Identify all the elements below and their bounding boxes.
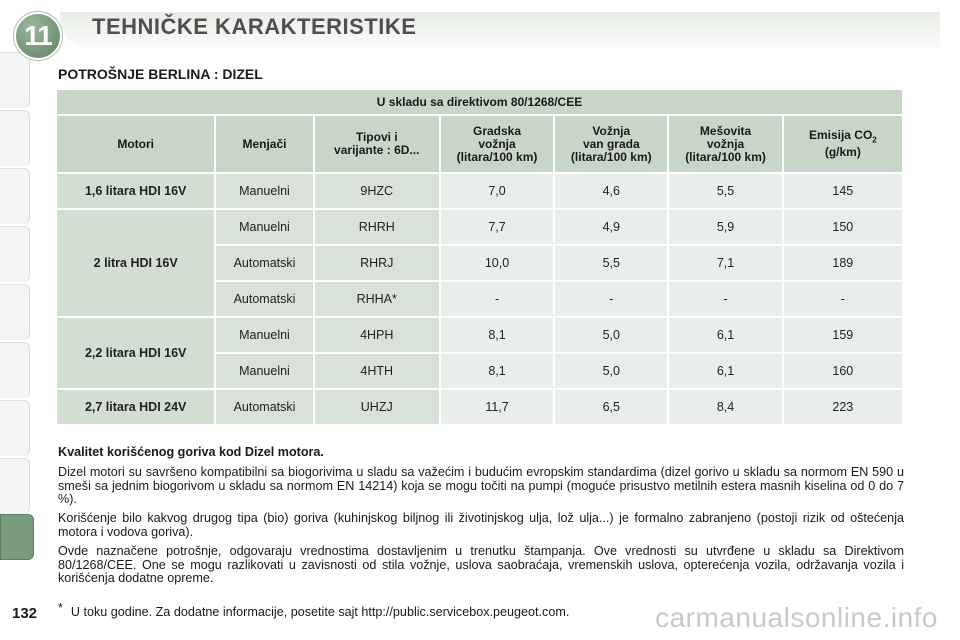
co2-cell: 189 <box>784 246 902 280</box>
combined-cell: 5,9 <box>669 210 781 244</box>
urban-cell: 7,0 <box>441 174 553 208</box>
page-header <box>0 0 960 56</box>
section-title: POTROŠNJE BERLINA : DIZEL <box>58 66 263 82</box>
co2-cell: 160 <box>784 354 902 388</box>
chapter-tab[interactable] <box>0 284 30 340</box>
gearbox-cell: Automatski <box>216 246 312 280</box>
engine-cell: 2,7 litara HDI 24V <box>57 390 214 424</box>
extra-urban-cell: 4,6 <box>555 174 667 208</box>
type-cell: RHRH <box>315 210 439 244</box>
footnote <box>58 601 570 619</box>
header-extra-urban: Vožnja van grada (litara/100 km) <box>555 116 667 172</box>
table-caption: U skladu sa direktivom 80/1268/CEE <box>57 90 902 114</box>
urban-cell: 8,1 <box>441 354 553 388</box>
combined-cell: 6,1 <box>669 318 781 352</box>
header-types: Tipovi i varijante : 6D... <box>315 116 439 172</box>
combined-cell: 7,1 <box>669 246 781 280</box>
engine-cell: 1,6 litara HDI 16V <box>57 174 214 208</box>
extra-urban-cell: 6,5 <box>555 390 667 424</box>
header-gearbox: Menjači <box>216 116 312 172</box>
paragraph-biofuels: Dizel motori su savršeno kompatibilni sa biogorivima u sladu sa važećim i budućim evropskim standardima (dizel gorivo u skladu sa normom EN 590 u smeši sa jednim biogorivom u skladu sa normom EN 14214) koja se mogu točiti na pumpi (moguće prisustvo metilnih estera masnih kiselina od 0 do 7 %). <box>58 464 904 507</box>
co2-cell: - <box>784 282 902 316</box>
type-cell: RHHA* <box>315 282 439 316</box>
footnote-text: U toku godine. Za dodatne informacije, posetite sajt http://public.servicebox.peugeot.com. <box>70 605 570 619</box>
combined-cell: 5,5 <box>669 174 781 208</box>
urban-cell: 11,7 <box>441 390 553 424</box>
table-row <box>57 390 902 424</box>
chapter-tab[interactable] <box>0 342 30 398</box>
extra-urban-cell: 5,5 <box>555 246 667 280</box>
consumption-table <box>57 88 904 426</box>
table-row <box>57 174 902 208</box>
extra-urban-cell: 5,0 <box>555 318 667 352</box>
paragraph-consumption-note: Ovde naznačene potrošnje, odgovaraju vrednostima dostavljenim u trenutku štampanja. Ove vrednosti su utvrđene u skladu sa Direktivom 80/1268/CEE. One se mogu razlikovati u zavisnosti od stila vožnje, uslova saobraćaja, vremenskih uslova, opterećenja vozila, održavanja vozila i korišćenja dodatne opreme. <box>58 543 904 586</box>
gearbox-cell: Automatski <box>216 282 312 316</box>
gearbox-cell: Manuelni <box>216 174 312 208</box>
chapter-tab[interactable] <box>0 400 30 456</box>
watermark: carmanualsonline.info <box>655 602 938 633</box>
paragraph-prohibited-fuels: Korišćenje bilo kakvog drugog tipa (bio) goriva (kuhinjskog biljnog ili životinjskog ulja, lož ulja...) je formalno zabranjeno (postoji rizik od oštećenja motora i vodova goriva). <box>58 511 904 539</box>
type-cell: 9HZC <box>315 174 439 208</box>
footnote-marker: * <box>58 601 63 615</box>
page-title: TEHNIČKE KARAKTERISTIKE <box>92 14 417 39</box>
header-urban: Gradska vožnja (litara/100 km) <box>441 116 553 172</box>
combined-cell: - <box>669 282 781 316</box>
gearbox-cell: Manuelni <box>216 210 312 244</box>
chapter-tab[interactable] <box>0 110 30 166</box>
header-co2: Emisija $CO_2$ (g/km) <box>784 116 902 172</box>
urban-cell: 8,1 <box>441 318 553 352</box>
gearbox-cell: Manuelni <box>216 354 312 388</box>
page-number: 132 <box>12 605 38 622</box>
fuel-quality-text <box>58 446 904 591</box>
header-combined: Mešovita vožnja (litara/100 km) <box>669 116 781 172</box>
combined-cell: 6,1 <box>669 354 781 388</box>
type-cell: 4HTH <box>315 354 439 388</box>
co2-cell: 150 <box>784 210 902 244</box>
chapter-tab-strip <box>0 52 32 562</box>
chapter-tab[interactable] <box>0 226 30 282</box>
co2-cell: 159 <box>784 318 902 352</box>
type-cell: UHZJ <box>315 390 439 424</box>
type-cell: RHRJ <box>315 246 439 280</box>
co2-cell: 223 <box>784 390 902 424</box>
chapter-tab[interactable] <box>0 458 30 514</box>
fuel-quality-heading: Kvalitet korišćenog goriva kod Dizel motora. <box>58 445 324 459</box>
co2-cell: 145 <box>784 174 902 208</box>
urban-cell: - <box>441 282 553 316</box>
table-row <box>57 318 902 352</box>
chapter-tab[interactable] <box>0 52 30 108</box>
gearbox-cell: Automatski <box>216 390 312 424</box>
extra-urban-cell: - <box>555 282 667 316</box>
combined-cell: 8,4 <box>669 390 781 424</box>
engine-cell: 2,2 litara HDI 16V <box>57 318 214 388</box>
chapter-tab[interactable] <box>0 168 30 224</box>
extra-urban-cell: 5,0 <box>555 354 667 388</box>
gearbox-cell: Manuelni <box>216 318 312 352</box>
table-row <box>57 210 902 244</box>
urban-cell: 10,0 <box>441 246 553 280</box>
urban-cell: 7,7 <box>441 210 553 244</box>
header-engines: Motori <box>57 116 214 172</box>
chapter-number-badge: 11 <box>14 12 62 60</box>
chapter-tab-active[interactable] <box>0 514 34 560</box>
engine-cell: 2 litra HDI 16V <box>57 210 214 316</box>
extra-urban-cell: 4,9 <box>555 210 667 244</box>
type-cell: 4HPH <box>315 318 439 352</box>
